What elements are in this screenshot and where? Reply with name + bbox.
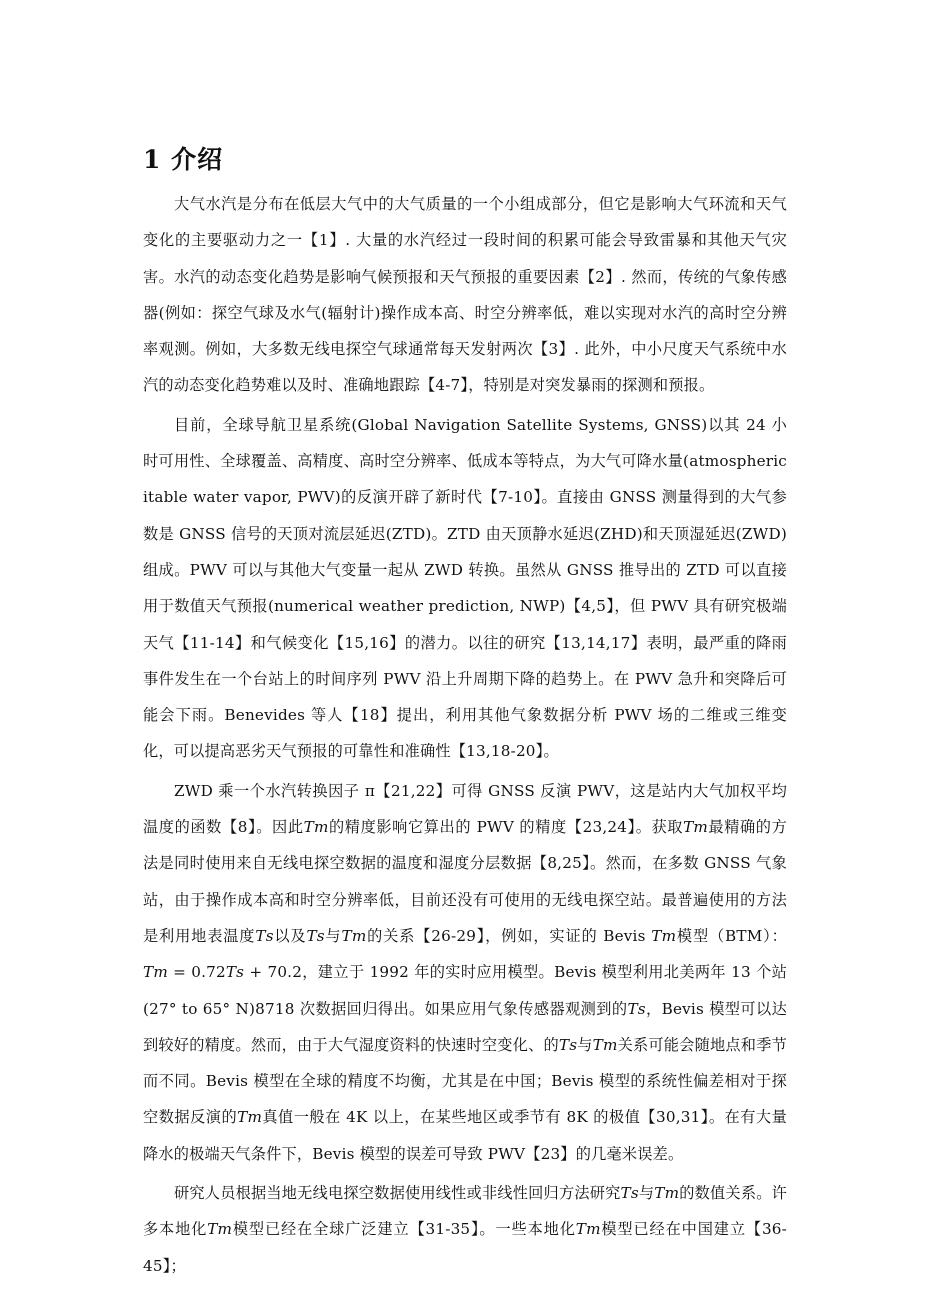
- section-heading: 1 介绍: [143, 145, 224, 174]
- paragraph-4: 研究人员根据当地无线电探空数据使用线性或非线性回归方法研究𝑇𝑠与𝑇𝑚的数值关系。许多本地化𝑇𝑚模型已经在全球广泛建立【31-35】。一些本地化𝑇𝑚模型已经在中国建立【36-45】；: [143, 1184, 787, 1275]
- paragraph-3: ZWD 乘一个水汽转换因子 π【21,22】可得 GNSS 反演 PWV，这是站内大气加权平均温度的函数【8】。因此𝑇𝑚的精度影响它算出的 PWV 的精度【23,24】。获取𝑇𝑚最精确的方法是同时使用来自无线电探空数据的温度和湿度分层数据【8,25】。然而，在多数 GNSS 气象站，由于操作成本高和时空分辨率低，目前还没有可使用的无线电探空站。最普遍使用的方法是利用地表温度𝑇𝑠以及𝑇𝑠与𝑇𝑚的关系【26-29】，例如，实证的 Bevis 𝑇𝑚模型（BTM）：𝑇𝑚 = 0.72𝑇𝑠 + 70.2，建立于 1992 年的实时应用模型。Bevis 模型利用北美两年 13 个站(27° to 65° N)8718 次数据回归得出。如果应用气象传感器观测到的𝑇𝑠，Bevis 模型可以达到较好的精度。然而，由于大气湿度资料的快速时空变化、的𝑇𝑠与𝑇𝑚关系可能会随地点和季节而不同。Bevis 模型在全球的精度不均衡，尤其是在中国；Bevis 模型的系统性偏差相对于探空数据反演的𝑇𝑚真值一般在 4K 以上，在某些地区或季节有 8K 的极值【30,31】。在有大量降水的极端天气条件下，Bevis 模型的误差可导致 PWV【23】的几毫米误差。: [143, 781, 787, 1163]
- document-page: [143, 140, 787, 1287]
- paragraph-2: 目前，全球导航卫星系统(Global Navigation Satellite Systems, GNSS)以其 24 小时可用性、全球覆盖、高精度、高时空分辨率、低成本等特点，为大气可降水量(atmospheric itable water vapor, PWV)的反演开辟了新时代【7-10】。直接由 GNSS 测量得到的大气参数是 GNSS 信号的天顶对流层延迟(ZTD)。ZTD 由天顶静水延迟(ZHD)和天顶湿延迟(ZWD)组成。PWV 可以与其他大气变量一起从 ZWD 转换。虽然从 GNSS 推导出的 ZTD 可以直接用于数值天气预报(numerical weather prediction, NWP)【4,5】，但 PWV 具有研究极端天气【11-14】和气候变化【15,16】的潜力。以往的研究【13,14,17】表明，最严重的降雨事件发生在一个台站上的时间序列 PWV 沿上升周期下降的趋势上。在 PWV 急升和突降后可能会下雨。Benevides 等人【18】提出，利用其他气象数据分析 PWV 场的二维或三维变化，可以提高恶劣天气预报的可靠性和准确性【13,18-20】。: [143, 415, 787, 761]
- paragraph-1: 大气水汽是分布在低层大气中的大气质量的一个小组成部分，但它是影响大气环流和天气变化的主要驱动力之一【1】. 大量的水汽经过一段时间的积累可能会导致雷暴和其他天气灾害。水汽的动态变化趋势是影响气候预报和天气预报的重要因素【2】. 然而，传统的气象传感器(例如：探空气球及水气(辐射计)操作成本高、时空分辨率低，难以实现对水汽的高时空分辨率观测。例如，大多数无线电探空气球通常每天发射两次【3】. 此外，中小尺度天气系统中水汽的动态变化趋势难以及时、准确地跟踪【4-7】，特别是对突发暴雨的探测和预报。: [143, 195, 787, 395]
